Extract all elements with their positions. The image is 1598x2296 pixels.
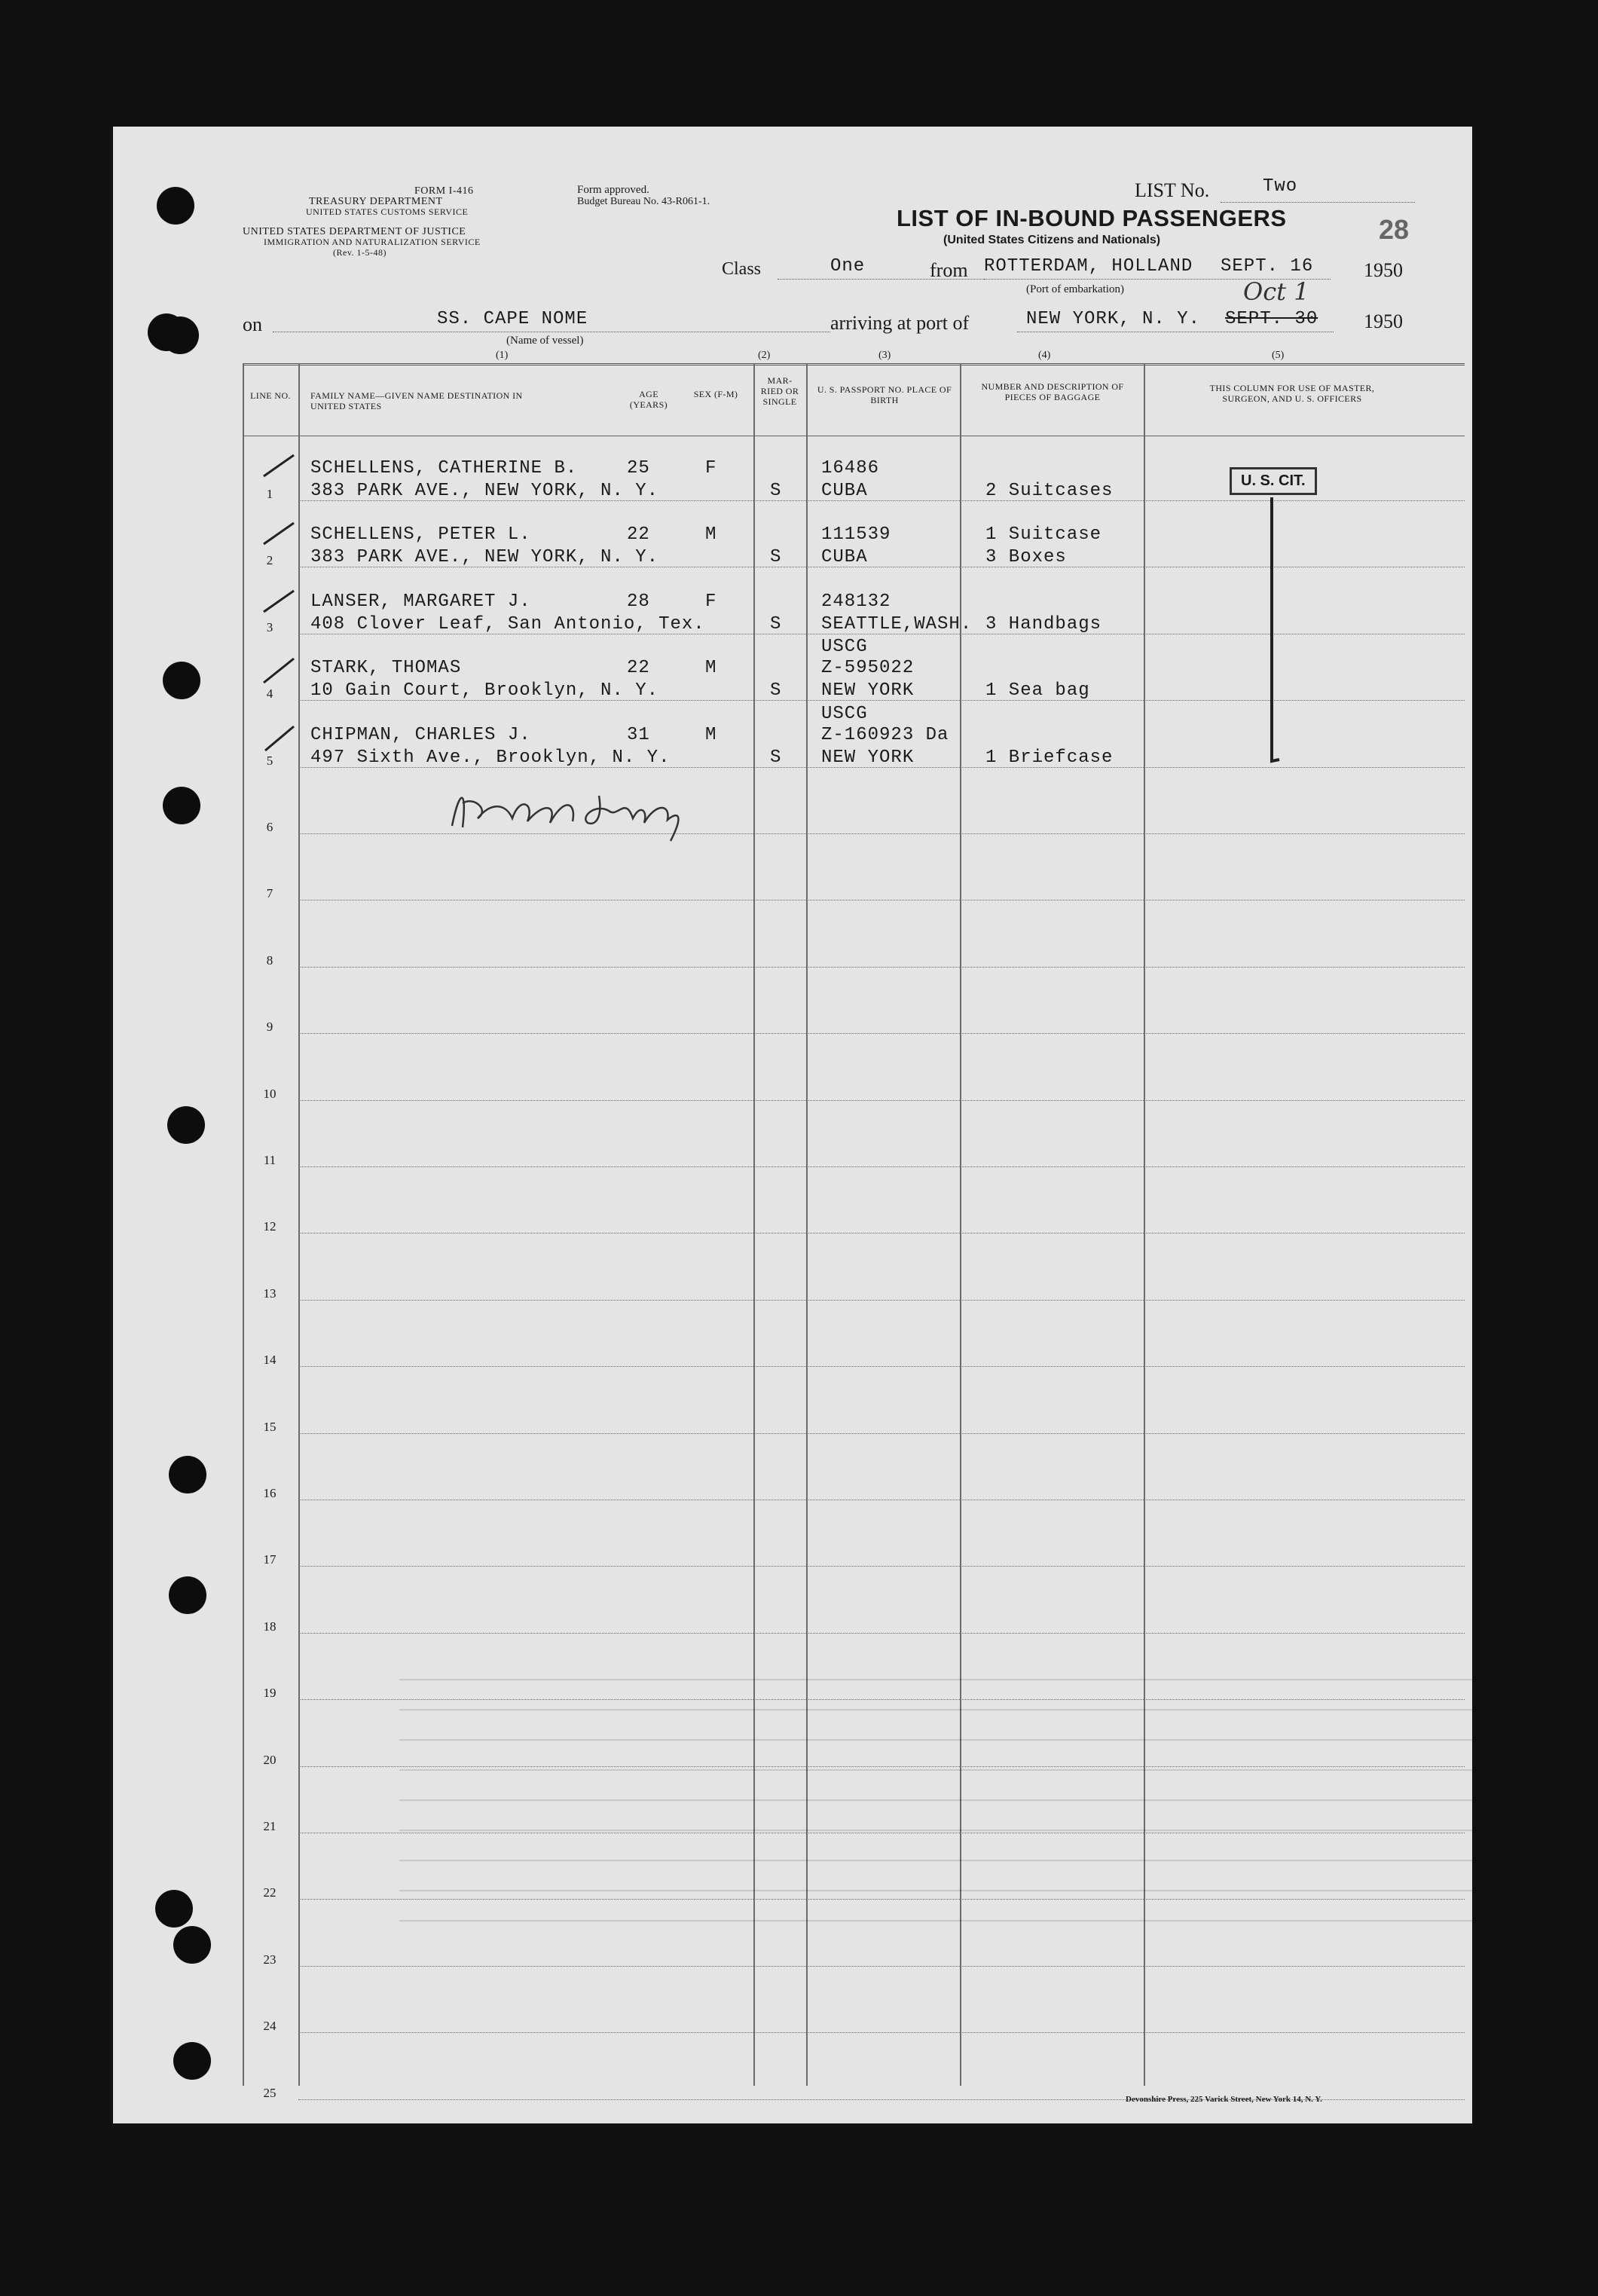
age: 28: [627, 591, 650, 612]
page-number-stamp: 28: [1379, 214, 1410, 245]
col-number-3: (3): [878, 350, 891, 361]
binder-hole: [157, 187, 194, 225]
baggage-line2: 1 Sea bag: [985, 680, 1090, 702]
form-rev: (Rev. 1-5-48): [333, 247, 387, 258]
handwritten-note-graphic: [445, 773, 693, 848]
row-rule: [298, 1300, 1465, 1301]
binder-hole: [163, 787, 200, 824]
col-number-1: (1): [496, 350, 509, 361]
header-name: FAMILY NAME—GIVEN NAME DESTINATION IN UNITED STATES: [310, 390, 523, 411]
row-rule: [298, 967, 1465, 968]
col-number-5: (5): [1272, 350, 1285, 361]
vessel-name: SS. CAPE NOME: [437, 309, 588, 329]
header-officers: THIS COLUMN FOR USE OF MASTER, SURGEON, AND U. S. OFFICERS: [1209, 383, 1375, 404]
justice-dept: UNITED STATES DEPARTMENT OF JUSTICE: [243, 226, 466, 237]
married-status: S: [770, 613, 782, 634]
page-subtitle: (United States Citizens and Nationals): [943, 234, 1161, 246]
married-status: S: [770, 547, 782, 568]
passport-prefix: USCG: [821, 703, 868, 724]
binder-hole: [169, 1576, 206, 1614]
name: CHIPMAN, CHARLES J.: [310, 724, 531, 745]
budget-bureau: Budget Bureau No. 43-R061-1.: [577, 196, 710, 207]
line-number: 13: [263, 1286, 277, 1301]
depart-date: SEPT. 16: [1221, 256, 1314, 277]
line-number: 6: [266, 820, 273, 834]
ins-name: IMMIGRATION AND NATURALIZATION SERVICE: [264, 237, 481, 247]
sex: F: [705, 458, 717, 478]
header-age: AGE (YEARS): [629, 389, 668, 410]
row-rule: [298, 1033, 1465, 1034]
passport-number: Z-160923 Da: [821, 724, 949, 745]
line-number: 14: [263, 1353, 277, 1368]
address: 408 Clover Leaf, San Antonio, Tex.: [310, 613, 705, 634]
married-status: S: [770, 747, 782, 768]
line-number: 12: [263, 1219, 277, 1234]
sex: M: [705, 724, 717, 745]
row-rule: [298, 1233, 1465, 1234]
line-number: 5: [266, 753, 273, 768]
line-number: 1: [266, 487, 273, 501]
passport-number: 111539: [821, 524, 891, 546]
name: SCHELLENS, CATHERINE B.: [310, 458, 578, 478]
vessel-caption: (Name of vessel): [506, 335, 584, 347]
line-number: 25: [263, 2085, 277, 2100]
baggage-line2: 1 Briefcase: [985, 747, 1114, 768]
arrival-date-struck: SEPT. 30: [1225, 309, 1318, 329]
us-cit-stamp: U. S. CIT.: [1230, 467, 1317, 495]
row-rule: [298, 1366, 1465, 1367]
place-of-birth: CUBA: [821, 481, 868, 501]
row-rule: [298, 2032, 1465, 2033]
arrival-port: NEW YORK, N. Y.: [1026, 309, 1201, 329]
page-title: LIST OF IN-BOUND PASSENGERS: [897, 205, 1287, 231]
address: 383 PARK AVE., NEW YORK, N. Y.: [310, 547, 659, 568]
place-of-birth: CUBA: [821, 547, 868, 568]
arriving-label: arriving at port of: [830, 312, 970, 334]
sex: F: [705, 591, 717, 612]
treasury-dept: TREASURY DEPARTMENT: [309, 196, 443, 207]
passport-number: Z-595022: [821, 658, 915, 679]
class-label: Class: [722, 259, 762, 279]
binder-hole: [167, 1106, 205, 1144]
line-number: 23: [263, 1952, 277, 1967]
bleed-through-text: [399, 1679, 1499, 1950]
binder-hole: [173, 1926, 211, 1964]
baggage-line2: 3 Handbags: [985, 613, 1102, 634]
class-value: One: [830, 256, 866, 277]
passport-prefix: USCG: [821, 637, 868, 658]
line-number: 4: [266, 686, 273, 702]
bracket-line: [1258, 497, 1288, 784]
depart-year: 1950: [1364, 259, 1403, 281]
header-line-no: LINE NO.: [250, 390, 291, 401]
list-no-label: LIST No.: [1135, 179, 1210, 201]
line-number: 22: [263, 1885, 277, 1900]
line-number: 21: [263, 1819, 277, 1833]
address: 10 Gain Court, Brooklyn, N. Y.: [310, 680, 659, 702]
line-number: 10: [263, 1086, 277, 1101]
line-number: 7: [266, 886, 273, 901]
header-passport: U. S. PASSPORT NO. PLACE OF BIRTH: [817, 384, 952, 405]
married-status: S: [770, 680, 782, 702]
passport-number: 16486: [821, 458, 880, 478]
married-status: S: [770, 481, 782, 501]
from-value: ROTTERDAM, HOLLAND: [984, 256, 1193, 277]
customs-service: UNITED STATES CUSTOMS SERVICE: [306, 206, 469, 217]
list-no-value: Two: [1263, 176, 1298, 197]
age: 22: [627, 658, 650, 679]
on-label: on: [243, 313, 262, 335]
arrival-date-handwritten: Oct 1: [1243, 277, 1309, 306]
passport-number: 248132: [821, 591, 891, 612]
col-number-2: (2): [758, 350, 771, 361]
form-approved: Form approved.: [577, 184, 649, 196]
baggage-line1: 1 Suitcase: [985, 524, 1102, 546]
binder-hole: [163, 662, 200, 699]
class-line: [778, 279, 1004, 280]
header-baggage: NUMBER AND DESCRIPTION OF PIECES OF BAGGAGE: [981, 381, 1124, 402]
line-number: 16: [263, 1486, 277, 1500]
line-number: 24: [263, 2019, 277, 2034]
line-number: 9: [266, 1020, 273, 1035]
address: 383 PARK AVE., NEW YORK, N. Y.: [310, 481, 659, 501]
place-of-birth: NEW YORK: [821, 680, 915, 702]
arrival-year: 1950: [1364, 310, 1403, 332]
row-rule: [298, 1966, 1465, 1967]
from-label: from: [930, 259, 968, 281]
row-rule: [298, 1633, 1465, 1634]
name: SCHELLENS, PETER L.: [310, 524, 531, 546]
address: 497 Sixth Ave., Brooklyn, N. Y.: [310, 747, 671, 768]
list-no-line: [1221, 202, 1415, 203]
binder-hole: [155, 1890, 193, 1928]
header-sex: SEX (F-M): [693, 389, 738, 399]
line-number: 20: [263, 1752, 277, 1767]
binder-hole: [173, 2042, 211, 2080]
row-rule: [298, 1566, 1465, 1567]
line-number: 2: [266, 553, 273, 568]
name: LANSER, MARGARET J.: [310, 591, 531, 612]
row-rule: [298, 1166, 1465, 1167]
age: 31: [627, 724, 650, 745]
sex: M: [705, 524, 717, 546]
age: 22: [627, 524, 650, 546]
place-of-birth: SEATTLE,WASH.: [821, 613, 973, 634]
age: 25: [627, 458, 650, 478]
binder-hole: [161, 316, 199, 354]
manifest-sheet: [113, 127, 1472, 2123]
place-of-birth: NEW YORK: [821, 747, 915, 768]
baggage-line2: 2 Suitcases: [985, 481, 1114, 501]
line-number: 18: [263, 1619, 277, 1634]
row-rule: [298, 1433, 1465, 1434]
line-number: 15: [263, 1419, 277, 1434]
col-divider-left: [243, 363, 244, 2086]
row-rule: [298, 1100, 1465, 1101]
name: STARK, THOMAS: [310, 658, 462, 679]
col-number-4: (4): [1038, 350, 1051, 361]
line-number: 8: [266, 952, 273, 968]
printer-credit: Devonshire Press, 225 Varick Street, New York 14, N. Y.: [1126, 2095, 1322, 2104]
binder-hole: [169, 1456, 206, 1493]
checkmarks: [256, 443, 301, 767]
line-number: 17: [263, 1552, 277, 1567]
baggage-line2: 3 Boxes: [985, 547, 1067, 568]
from-caption: (Port of embarkation): [1026, 283, 1124, 295]
header-married: MAR-RIED OR SINGLE: [760, 375, 799, 407]
sex: M: [705, 658, 717, 679]
line-number: 11: [263, 1153, 277, 1167]
line-number: 3: [266, 619, 273, 634]
line-number: 19: [263, 1686, 277, 1701]
form-number: FORM I-416: [414, 185, 474, 197]
